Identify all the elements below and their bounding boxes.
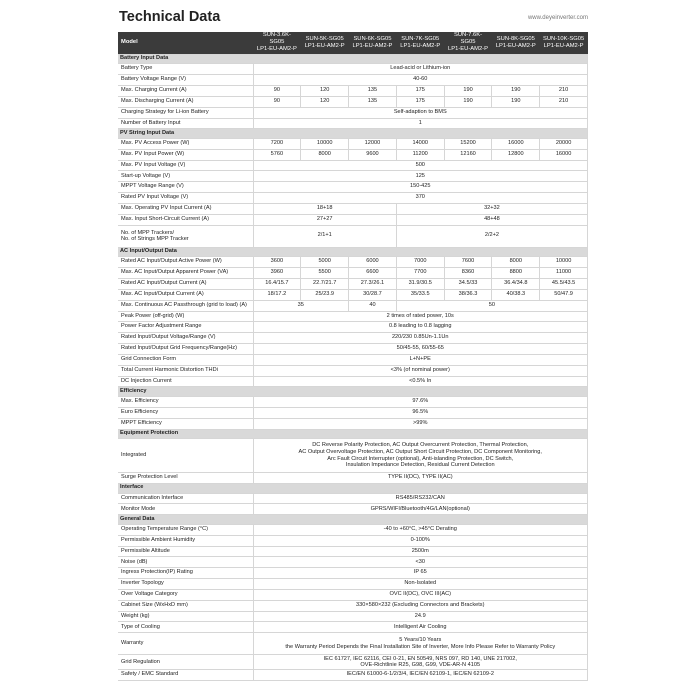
spec-label: Warranty <box>118 633 253 655</box>
spec-value: 175 <box>396 85 444 96</box>
spec-value: 12800 <box>492 149 540 160</box>
spec-row <box>118 365 588 376</box>
spec-label: Inverter Topology <box>118 579 253 590</box>
spec-label: Cabinet Size (WxHxD mm) <box>118 600 253 611</box>
spec-value: 10000 <box>301 138 349 149</box>
spec-value: 210 <box>540 96 588 107</box>
spec-label: Max. Discharging Current (A) <box>118 96 253 107</box>
spec-row <box>118 333 588 344</box>
spec-value: 40-60 <box>253 75 588 86</box>
spec-value: L+N+PE <box>253 354 588 365</box>
spec-value: 38/36.3 <box>444 289 492 300</box>
spec-row <box>118 397 588 408</box>
spec-value: 2/2+2 <box>396 225 587 247</box>
spec-label: Surge Protection Level <box>118 473 253 484</box>
spec-value: 27+27 <box>253 214 396 225</box>
spec-value: 190 <box>492 85 540 96</box>
spec-row <box>118 138 588 149</box>
spec-row <box>118 670 588 681</box>
spec-value: 135 <box>349 85 397 96</box>
spec-value: 40 <box>349 300 397 311</box>
spec-row <box>118 633 588 655</box>
spec-label: Peak Power (off-grid) (W) <box>118 311 253 322</box>
spec-row <box>118 535 588 546</box>
spec-label: Monitor Mode <box>118 504 253 515</box>
spec-value: 50/47.9 <box>540 289 588 300</box>
spec-value: 2500m <box>253 546 588 557</box>
spec-value: 31.9/30.5 <box>396 278 444 289</box>
spec-label: Total Current Harmonic Distortion THDi <box>118 365 253 376</box>
website-url: www.deyeinverter.com <box>527 15 588 21</box>
section-header-row <box>118 129 588 139</box>
model-name: SUN-10K-SG05 LP1-EU-AM2-P <box>540 32 588 54</box>
spec-label: Rated Input/Output Grid Frequency/Range(Hz) <box>118 344 253 355</box>
spec-value: 15200 <box>444 138 492 149</box>
spec-row <box>118 546 588 557</box>
spec-row <box>118 611 588 622</box>
spec-row <box>118 193 588 204</box>
spec-value: 5760 <box>253 149 301 160</box>
spec-row <box>118 589 588 600</box>
spec-label: Operating Temperature Range (°C) <box>118 524 253 535</box>
spec-label: Max. AC Input/Output Current (A) <box>118 289 253 300</box>
section-header-row <box>118 54 588 64</box>
spec-label: Communication Interface <box>118 493 253 504</box>
spec-value: TYPE II(DC), TYPE II(AC) <box>253 473 588 484</box>
spec-label: Ingress Protection(IP) Rating <box>118 568 253 579</box>
spec-value: 8000 <box>301 149 349 160</box>
spec-label: Over Voltage Category <box>118 589 253 600</box>
spec-row <box>118 473 588 484</box>
spec-value: GPRS/WIFI/Bluetooth/4G/LAN(optional) <box>253 504 588 515</box>
spec-value: 18/17.2 <box>253 289 301 300</box>
spec-label: Noise (dB) <box>118 557 253 568</box>
spec-label: Number of Battery Input <box>118 118 253 129</box>
spec-value: 220/230 0.85Un-1.1Un <box>253 333 588 344</box>
spec-value: 5500 <box>301 268 349 279</box>
spec-value: 25/23.9 <box>301 289 349 300</box>
spec-row <box>118 344 588 355</box>
spec-value: 90 <box>253 85 301 96</box>
section-title: General Data <box>118 515 588 525</box>
spec-value: 210 <box>540 85 588 96</box>
spec-value: 330×580×232 (Excluding Connectors and Brackets) <box>253 600 588 611</box>
spec-row <box>118 524 588 535</box>
spec-value: 190 <box>444 96 492 107</box>
spec-row <box>118 568 588 579</box>
spec-value: 2 times of rated power, 10s <box>253 311 588 322</box>
spec-row <box>118 75 588 86</box>
section-header-row <box>118 515 588 525</box>
spec-value: 120 <box>301 96 349 107</box>
spec-row <box>118 204 588 215</box>
spec-row <box>118 354 588 365</box>
spec-row <box>118 557 588 568</box>
spec-label: Permissible Ambient Humidity <box>118 535 253 546</box>
spec-row <box>118 107 588 118</box>
spec-row <box>118 85 588 96</box>
spec-value: Self-adaption to BMS <box>253 107 588 118</box>
spec-value: 96.5% <box>253 407 588 418</box>
model-name: SUN-7K-SG05 LP1-EU-AM2-P <box>396 32 444 54</box>
spec-value: 24.9 <box>253 611 588 622</box>
spec-value: 50 <box>396 300 587 311</box>
spec-value: 2/1+1 <box>253 225 396 247</box>
spec-label: Rated AC Input/Output Active Power (W) <box>118 257 253 268</box>
spec-value: 1 <box>253 118 588 129</box>
spec-row <box>118 278 588 289</box>
spec-value: 11000 <box>540 268 588 279</box>
spec-row <box>118 182 588 193</box>
spec-value: 7600 <box>444 257 492 268</box>
spec-label: Power Factor Adjustment Range <box>118 322 253 333</box>
spec-value: 8360 <box>444 268 492 279</box>
spec-label: Rated Input/Output Voltage/Range (V) <box>118 333 253 344</box>
section-header-row <box>118 429 588 439</box>
spec-value: 97.6% <box>253 397 588 408</box>
spec-value: 90 <box>253 96 301 107</box>
spec-row <box>118 300 588 311</box>
spec-value: 6600 <box>349 268 397 279</box>
spec-row <box>118 289 588 300</box>
spec-row <box>118 376 588 387</box>
spec-label: Rated AC Input/Output Current (A) <box>118 278 253 289</box>
spec-label: Integrated <box>118 439 253 473</box>
spec-table-body <box>118 54 588 680</box>
spec-value: Intelligent Air Cooling <box>253 622 588 633</box>
spec-label: No. of MPP Trackers/ No. of Strings MPP Tracker <box>118 225 253 247</box>
spec-value: Non-Isolated <box>253 579 588 590</box>
model-label: Model <box>118 32 253 54</box>
spec-label: Max. Operating PV Input Current (A) <box>118 204 253 215</box>
spec-row <box>118 418 588 429</box>
spec-value: 22.7/21.7 <box>301 278 349 289</box>
spec-label: Type of Cooling <box>118 622 253 633</box>
spec-row <box>118 322 588 333</box>
spec-value: 370 <box>253 193 588 204</box>
technical-data-table <box>118 32 588 681</box>
spec-row <box>118 171 588 182</box>
spec-value: <0.5% In <box>253 376 588 387</box>
section-header-row <box>118 483 588 493</box>
spec-value: 125 <box>253 171 588 182</box>
spec-value: 35/33.5 <box>396 289 444 300</box>
spec-label: Start-up Voltage (V) <box>118 171 253 182</box>
spec-label: Weight (kg) <box>118 611 253 622</box>
section-title: Equipment Protection <box>118 429 588 439</box>
spec-value: 190 <box>492 96 540 107</box>
spec-row <box>118 311 588 322</box>
spec-value: 135 <box>349 96 397 107</box>
spec-value: IP 65 <box>253 568 588 579</box>
spec-value: IEC 61727, IEC 62116, CEI 0-21, EN 50549, NRS 097, RD 140, UNE 217002, OVE-Richtlinie R25, G98, G99, VDE-AR-N 4105 <box>253 655 588 670</box>
spec-value: 5000 <box>301 257 349 268</box>
spec-value: >99% <box>253 418 588 429</box>
spec-label: Max. Efficiency <box>118 397 253 408</box>
model-name: SUN-3.6K-SG05 LP1-EU-AM2-P <box>253 32 301 54</box>
spec-value: 175 <box>396 96 444 107</box>
spec-value: 120 <box>301 85 349 96</box>
spec-label: Max. PV Access Power (W) <box>118 138 253 149</box>
spec-row <box>118 407 588 418</box>
section-header-row <box>118 387 588 397</box>
spec-row <box>118 160 588 171</box>
spec-label: Rated PV Input Voltage (V) <box>118 193 253 204</box>
spec-label: DC Injection Current <box>118 376 253 387</box>
spec-value: 3960 <box>253 268 301 279</box>
page-title: Technical Data <box>119 9 221 25</box>
spec-value: <3% (of nominal power) <box>253 365 588 376</box>
spec-value: OVC II(DC), OVC III(AC) <box>253 589 588 600</box>
spec-value: 34.5/33 <box>444 278 492 289</box>
section-title: Efficiency <box>118 387 588 397</box>
spec-value: 9600 <box>349 149 397 160</box>
spec-label: MPPT Voltage Range (V) <box>118 182 253 193</box>
section-title: PV String Input Data <box>118 129 588 139</box>
spec-row <box>118 257 588 268</box>
spec-value: 48+48 <box>396 214 587 225</box>
spec-value: 50/45-55, 60/55-65 <box>253 344 588 355</box>
spec-row <box>118 96 588 107</box>
spec-value: 6000 <box>349 257 397 268</box>
spec-value: DC Reverse Polarity Protection, AC Output Overcurrent Protection, Thermal Protection, AC Output Overvoltage Protection, AC Output Short Circuit Protection, DC Component Monitoring, Arc Fault Circuit Interrupter (optional), Anti-islanding Protection, DC Switch, Insulation Impedance Detection, Residual Current Detection <box>253 439 588 473</box>
model-name: SUN-7.6K-SG05 LP1-EU-AM2-P <box>444 32 492 54</box>
spec-label: Euro Efficiency <box>118 407 253 418</box>
spec-value: 8000 <box>492 257 540 268</box>
spec-value: 12160 <box>444 149 492 160</box>
spec-value: <30 <box>253 557 588 568</box>
spec-value: 8800 <box>492 268 540 279</box>
spec-value: 7200 <box>253 138 301 149</box>
spec-value: 12000 <box>349 138 397 149</box>
spec-value: 16.4/15.7 <box>253 278 301 289</box>
section-header-row <box>118 247 588 257</box>
spec-value: 10000 <box>540 257 588 268</box>
model-header-row <box>118 32 588 54</box>
spec-label: Max. Charging Current (A) <box>118 85 253 96</box>
spec-row <box>118 149 588 160</box>
spec-value: 16000 <box>492 138 540 149</box>
spec-row <box>118 225 588 247</box>
spec-value: 30/28.7 <box>349 289 397 300</box>
spec-label: Max. AC Input/Output Apparent Power (VA) <box>118 268 253 279</box>
spec-value: 40/38.3 <box>492 289 540 300</box>
spec-value: 16000 <box>540 149 588 160</box>
spec-row <box>118 655 588 670</box>
spec-value: 190 <box>444 85 492 96</box>
spec-value: 0.8 leading to 0.8 lagging <box>253 322 588 333</box>
model-name: SUN-8K-SG05 LP1-EU-AM2-P <box>492 32 540 54</box>
spec-value: 27.3/26.1 <box>349 278 397 289</box>
model-name: SUN-5K-SG05 LP1-EU-AM2-P <box>301 32 349 54</box>
spec-value: 35 <box>253 300 349 311</box>
spec-row <box>118 64 588 75</box>
spec-value: 150-425 <box>253 182 588 193</box>
spec-row <box>118 439 588 473</box>
spec-value: 11200 <box>396 149 444 160</box>
spec-label: Charging Strategy for Li-ion Battery <box>118 107 253 118</box>
spec-label: Safety / EMC Standard <box>118 670 253 681</box>
spec-row <box>118 622 588 633</box>
spec-value: 18+18 <box>253 204 396 215</box>
spec-value: 32+32 <box>396 204 587 215</box>
spec-row <box>118 579 588 590</box>
spec-row <box>118 214 588 225</box>
spec-value: 45.5/43.5 <box>540 278 588 289</box>
spec-label: Grid Connection Form <box>118 354 253 365</box>
spec-value: 3600 <box>253 257 301 268</box>
spec-row <box>118 493 588 504</box>
spec-value: IEC/EN 61000-6-1/2/3/4, IEC/EN 62109-1, IEC/EN 62109-2 <box>253 670 588 681</box>
spec-value: 0-100% <box>253 535 588 546</box>
spec-value: 5 Years/10 Years the Warranty Period Depends the Final Installation Site of Inverter, More Info Please Refer to Warranty Policy <box>253 633 588 655</box>
spec-label: Max. PV Input Voltage (V) <box>118 160 253 171</box>
spec-row <box>118 118 588 129</box>
spec-row <box>118 504 588 515</box>
spec-value: 20000 <box>540 138 588 149</box>
section-title: Interface <box>118 483 588 493</box>
spec-label: Battery Voltage Range (V) <box>118 75 253 86</box>
model-name: SUN-6K-SG05 LP1-EU-AM2-P <box>349 32 397 54</box>
spec-value: 7700 <box>396 268 444 279</box>
spec-label: Max. Input Short-Circuit Current (A) <box>118 214 253 225</box>
spec-label: MPPT Efficiency <box>118 418 253 429</box>
spec-label: Battery Type <box>118 64 253 75</box>
spec-label: Max. Continuous AC Passthrough (grid to load) (A) <box>118 300 253 311</box>
spec-row <box>118 268 588 279</box>
spec-value: 500 <box>253 160 588 171</box>
section-title: Battery Input Data <box>118 54 588 64</box>
spec-value: -40 to +60°C, >45°C Derating <box>253 524 588 535</box>
spec-value: 7000 <box>396 257 444 268</box>
spec-value: Lead-acid or Lithium-ion <box>253 64 588 75</box>
spec-value: 36.4/34.8 <box>492 278 540 289</box>
section-title: AC Input/Output Data <box>118 247 588 257</box>
spec-value: RS485/RS232/CAN <box>253 493 588 504</box>
spec-label: Permissible Altitude <box>118 546 253 557</box>
spec-value: 14000 <box>396 138 444 149</box>
spec-label: Max. PV Input Power (W) <box>118 149 253 160</box>
spec-label: Grid Regulation <box>118 655 253 670</box>
spec-row <box>118 600 588 611</box>
